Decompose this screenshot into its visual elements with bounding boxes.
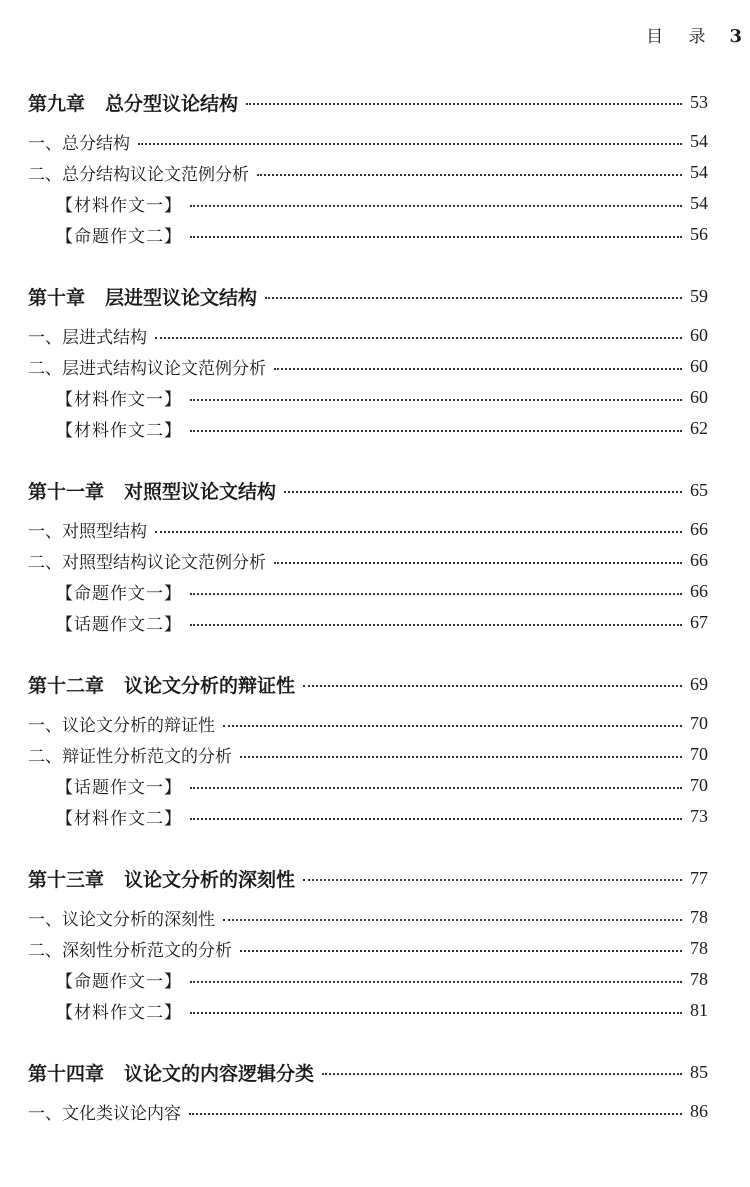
dot-leader [265, 297, 682, 299]
chapter-number: 第十四章 [28, 1062, 105, 1085]
subsection-entry[interactable] [28, 382, 708, 413]
chapter-block [28, 860, 708, 1026]
entry-page: 60 [690, 356, 708, 376]
chapter-entry[interactable] [28, 84, 708, 120]
chapter-page: 65 [690, 479, 708, 500]
entry-page: 54 [690, 193, 708, 213]
dot-leader [190, 624, 682, 626]
entry-title: 【材料作文二】 [56, 421, 182, 441]
entry-page: 60 [690, 325, 708, 345]
chapter-block [28, 472, 708, 638]
dot-leader [240, 950, 682, 952]
chapter-page: 59 [690, 285, 708, 306]
header-page-number: 3 [729, 26, 742, 47]
entry-page: 73 [690, 806, 708, 826]
chapter-page: 85 [690, 1061, 708, 1082]
entry-title: 二、深刻性分析范文的分析 [28, 941, 232, 961]
entry-title: 二、辩证性分析范文的分析 [28, 747, 232, 767]
dot-leader [246, 103, 682, 105]
dot-leader [223, 919, 682, 921]
entry-title: 一、议论文分析的深刻性 [28, 910, 215, 930]
entry-title: 【材料作文一】 [56, 390, 182, 410]
dot-leader [190, 593, 682, 595]
dot-leader [155, 531, 682, 533]
dot-leader [190, 399, 682, 401]
entry-title: 二、总分结构议论文范例分析 [28, 165, 249, 185]
chapter-name: 层进型议论文结构 [105, 286, 258, 309]
dot-leader [284, 491, 682, 493]
entry-title: 二、层进式结构议论文范例分析 [28, 359, 266, 379]
entry-page: 54 [690, 162, 708, 182]
dot-leader [240, 756, 682, 758]
entry-title: 【话题作文二】 [56, 615, 182, 635]
subsection-entry[interactable] [28, 576, 708, 607]
dot-leader [190, 430, 682, 432]
dot-leader [303, 685, 682, 687]
dot-leader [257, 174, 682, 176]
running-header [646, 22, 742, 47]
chapter-page: 69 [690, 673, 708, 694]
entry-title: 【材料作文二】 [56, 1003, 182, 1023]
subsection-entry[interactable] [28, 413, 708, 444]
entry-title: 二、对照型结构议论文范例分析 [28, 553, 266, 573]
header-label: 目 录 [646, 27, 716, 47]
dot-leader [190, 205, 682, 207]
section-entry[interactable] [28, 739, 708, 770]
dot-leader [190, 981, 682, 983]
entry-title: 【材料作文二】 [56, 809, 182, 829]
entry-page: 70 [690, 713, 708, 733]
chapter-title [28, 477, 276, 504]
chapter-entry[interactable] [28, 278, 708, 314]
entry-page: 60 [690, 387, 708, 407]
entry-page: 86 [690, 1101, 708, 1121]
entry-page: 66 [690, 581, 708, 601]
chapter-number: 第十一章 [28, 480, 105, 503]
chapter-page: 53 [690, 91, 708, 112]
chapter-name: 议论文分析的深刻性 [124, 868, 296, 891]
subsection-entry[interactable] [28, 188, 708, 219]
entry-page: 70 [690, 775, 708, 795]
entry-title: 一、总分结构 [28, 134, 130, 154]
dot-leader [190, 818, 682, 820]
section-entry[interactable] [28, 320, 708, 351]
section-entry[interactable] [28, 545, 708, 576]
dot-leader [223, 725, 682, 727]
section-entry[interactable] [28, 157, 708, 188]
chapter-number: 第十三章 [28, 868, 105, 891]
entry-title: 一、议论文分析的辩证性 [28, 716, 215, 736]
chapter-number: 第十章 [28, 286, 86, 309]
entry-page: 54 [690, 131, 708, 151]
section-entry[interactable] [28, 933, 708, 964]
chapter-title [28, 283, 257, 310]
entry-page: 66 [690, 519, 708, 539]
chapter-number: 第九章 [28, 92, 86, 115]
chapter-name: 议论文的内容逻辑分类 [124, 1062, 315, 1085]
chapter-entry[interactable] [28, 666, 708, 702]
entry-title: 【话题作文一】 [56, 778, 182, 798]
entry-page: 67 [690, 612, 708, 632]
chapter-entry[interactable] [28, 472, 708, 508]
dot-leader [190, 787, 682, 789]
entry-title: 【材料作文一】 [56, 196, 182, 216]
entry-title: 【命题作文一】 [56, 972, 182, 992]
entry-page: 56 [690, 224, 708, 244]
chapter-entry[interactable] [28, 1054, 708, 1090]
table-of-contents [28, 84, 708, 1155]
entry-page: 70 [690, 744, 708, 764]
entry-page: 78 [690, 969, 708, 989]
dot-leader [190, 236, 682, 238]
section-entry[interactable] [28, 708, 708, 739]
chapter-block [28, 1054, 708, 1127]
chapter-title [28, 671, 295, 698]
dot-leader [189, 1113, 682, 1115]
dot-leader [303, 879, 682, 881]
chapter-name: 议论文分析的辩证性 [124, 674, 296, 697]
chapter-block [28, 84, 708, 250]
chapter-name: 对照型议论文结构 [124, 480, 277, 503]
entry-title: 一、文化类议论内容 [28, 1104, 181, 1124]
chapter-title [28, 865, 295, 892]
dot-leader [155, 337, 682, 339]
subsection-entry[interactable] [28, 219, 708, 250]
section-entry[interactable] [28, 351, 708, 382]
chapter-number: 第十二章 [28, 674, 105, 697]
subsection-entry[interactable] [28, 770, 708, 801]
chapter-page: 77 [690, 867, 708, 888]
entry-page: 78 [690, 938, 708, 958]
chapter-block [28, 666, 708, 832]
entry-page: 66 [690, 550, 708, 570]
chapter-name: 总分型议论结构 [105, 92, 239, 115]
section-entry[interactable] [28, 126, 708, 157]
dot-leader [274, 368, 682, 370]
subsection-entry[interactable] [28, 607, 708, 638]
chapter-entry[interactable] [28, 860, 708, 896]
subsection-entry[interactable] [28, 995, 708, 1026]
chapter-title [28, 89, 238, 116]
chapter-title [28, 1059, 314, 1086]
entry-title: 【命题作文一】 [56, 584, 182, 604]
chapter-block [28, 278, 708, 444]
subsection-entry[interactable] [28, 801, 708, 832]
section-entry[interactable] [28, 514, 708, 545]
entry-title: 一、对照型结构 [28, 522, 147, 542]
entry-title: 一、层进式结构 [28, 328, 147, 348]
entry-page: 81 [690, 1000, 708, 1020]
dot-leader [190, 1012, 682, 1014]
entry-title: 【命题作文二】 [56, 227, 182, 247]
entry-page: 62 [690, 418, 708, 438]
dot-leader [322, 1073, 682, 1075]
dot-leader [138, 143, 682, 145]
subsection-entry[interactable] [28, 964, 708, 995]
section-entry[interactable] [28, 1096, 708, 1127]
dot-leader [274, 562, 682, 564]
entry-page: 78 [690, 907, 708, 927]
section-entry[interactable] [28, 902, 708, 933]
